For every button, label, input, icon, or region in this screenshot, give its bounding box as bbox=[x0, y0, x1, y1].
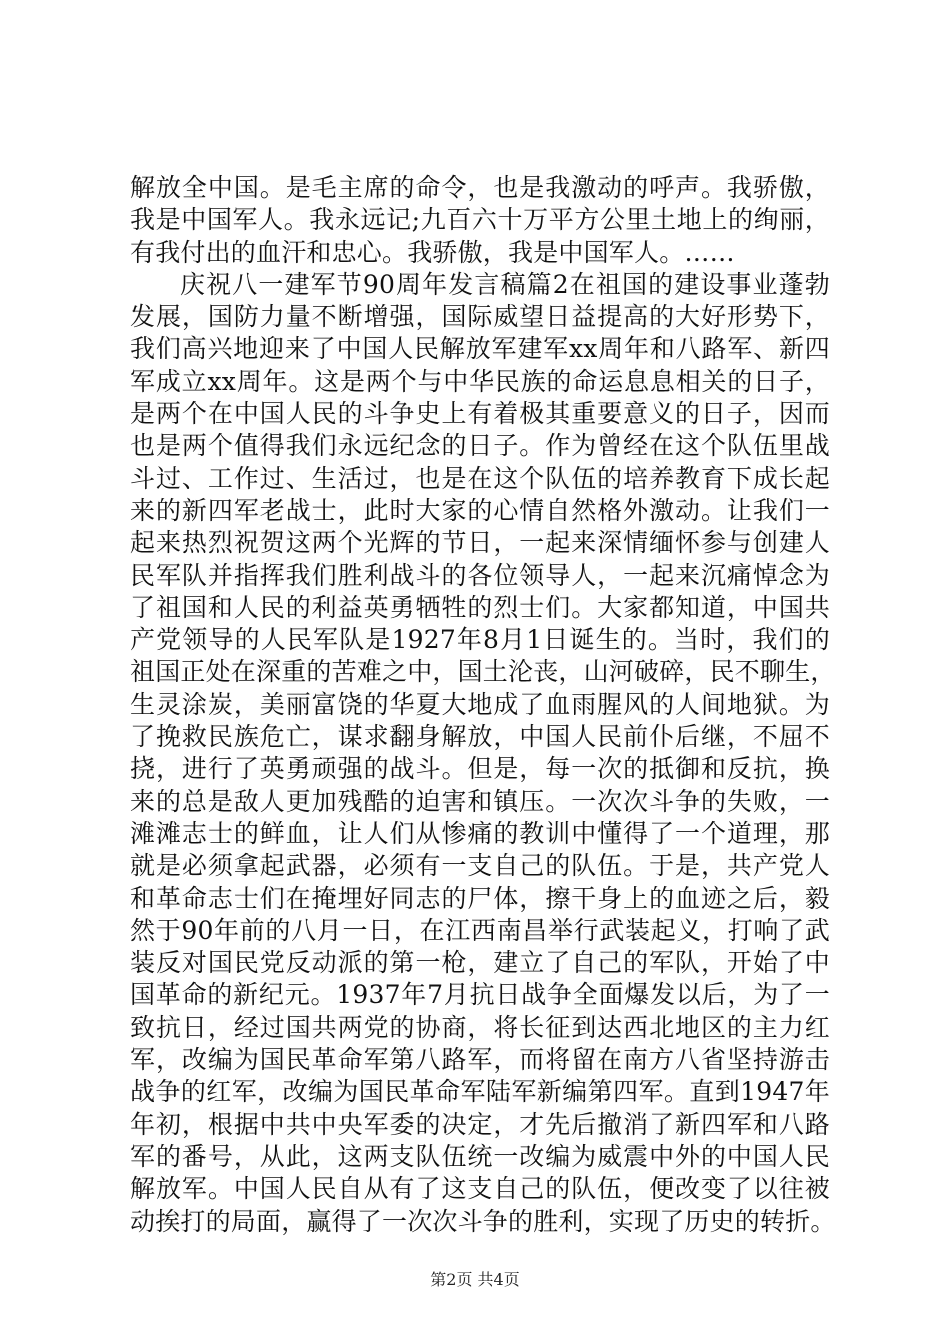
text-line: 庆祝八一建军节90周年发言稿篇2在祖国的建设事业蓬勃 bbox=[180, 269, 830, 299]
text-line: 是两个在中国人民的斗争史上有着极其重要意义的日子，因而 bbox=[130, 399, 830, 429]
text-line: 滩滩志士的鲜血，让人们从惨痛的教训中懂得了一个道理，那 bbox=[130, 818, 830, 848]
text-line: 发展，国防力量不断增强，国际威望日益提高的大好形势下， bbox=[130, 302, 830, 332]
text-line: 斗过、工作过、生活过，也是在这个队伍的培养教育下成长起 bbox=[130, 463, 830, 493]
page-number: 第2页 共4页 bbox=[430, 1270, 520, 1289]
text-line: 战争的红军，改编为国民革命军陆军新编第四军。直到1947年 bbox=[130, 1077, 830, 1107]
text-line: 产党领导的人民军队是1927年8月1日诞生的。当时，我们的 bbox=[130, 625, 830, 655]
text-line: 挠，进行了英勇顽强的战斗。但是，每一次的抵御和反抗，换 bbox=[130, 754, 830, 784]
page-footer bbox=[0, 1270, 950, 1290]
text-line: 然于90年前的八月一日，在江西南昌举行武装起义，打响了武 bbox=[130, 915, 830, 945]
text-line: 有我付出的血汗和忠心。我骄傲，我是中国军人。…… bbox=[130, 237, 735, 267]
text-line: 年初，根据中共中央军委的决定，才先后撤消了新四军和八路 bbox=[130, 1109, 830, 1139]
text-line: 动挨打的局面，赢得了一次次斗争的胜利，实现了历史的转折。 bbox=[130, 1206, 836, 1236]
text-line: 解放军。中国人民自从有了这支自己的队伍，便改变了以往被 bbox=[130, 1174, 830, 1204]
text-line: 就是必须拿起武器，必须有一支自己的队伍。于是，共产党人 bbox=[130, 851, 830, 881]
text-line: 和革命志士们在掩埋好同志的尸体，擦干身上的血迹之后，毅 bbox=[130, 883, 830, 913]
text-line: 军，改编为国民革命军第八路军，而将留在南方八省坚持游击 bbox=[130, 1045, 830, 1075]
text-line: 装反对国民党反动派的第一枪，建立了自己的军队，开始了中 bbox=[130, 948, 830, 978]
text-line: 了挽救民族危亡，谋求翻身解放，中国人民前仆后继，不屈不 bbox=[130, 722, 830, 752]
text-line: 也是两个值得我们永远纪念的日子。作为曾经在这个队伍里战 bbox=[130, 431, 830, 461]
text-line: 了祖国和人民的利益英勇牺牲的烈士们。大家都知道，中国共 bbox=[130, 592, 830, 622]
text-line: 祖国正处在深重的苦难之中，国土沦丧，山河破碎，民不聊生， bbox=[130, 657, 836, 687]
text-line: 起来热烈祝贺这两个光辉的节日，一起来深情缅怀参与创建人 bbox=[130, 528, 830, 558]
text-line: 解放全中国。是毛主席的命令，也是我激动的呼声。我骄傲， bbox=[130, 173, 830, 202]
text-line: 国革命的新纪元。1937年7月抗日战争全面爆发以后，为了一 bbox=[130, 980, 830, 1010]
text-line: 我们高兴地迎来了中国人民解放军建军xx周年和八路军、新四 bbox=[130, 334, 830, 364]
text-line: 来的总是敌人更加残酷的迫害和镇压。一次次斗争的失败，一 bbox=[130, 786, 830, 816]
text-line: 民军队并指挥我们胜利战斗的各位领导人，一起来沉痛悼念为 bbox=[130, 560, 830, 590]
paragraph bbox=[130, 269, 836, 1238]
text-line: 来的新四军老战士，此时大家的心情自然格外激动。让我们一 bbox=[130, 495, 830, 525]
text-line: 我是中国军人。我永远记;九百六十万平方公里土地上的绚丽， bbox=[130, 205, 830, 235]
text-line: 致抗日，经过国共两党的协商，将长征到达西北地区的主力红 bbox=[130, 1012, 830, 1042]
document-body bbox=[130, 172, 836, 1238]
text-line: 军的番号，从此，这两支队伍统一改编为威震中外的中国人民 bbox=[130, 1141, 830, 1171]
paragraph bbox=[130, 172, 830, 269]
text-line: 生灵涂炭，美丽富饶的华夏大地成了血雨腥风的人间地狱。为 bbox=[130, 689, 830, 719]
text-line: 军成立xx周年。这是两个与中华民族的命运息息相关的日子， bbox=[130, 366, 830, 396]
